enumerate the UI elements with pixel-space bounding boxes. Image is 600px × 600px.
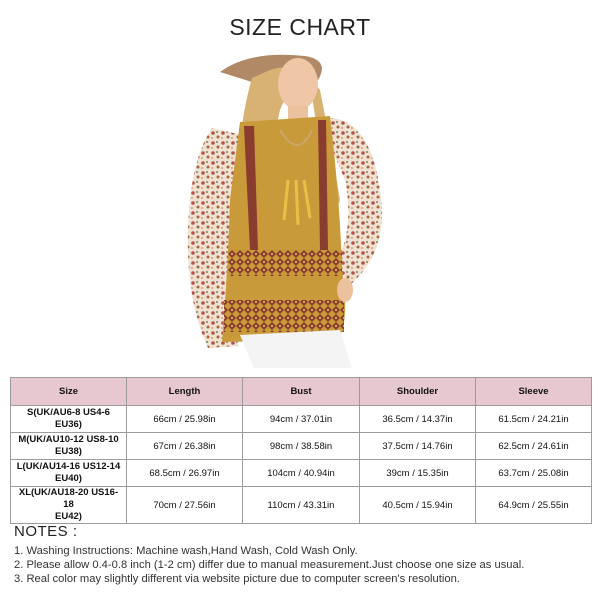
length-cell: 70cm / 27.56in [127,487,243,524]
product-photo [180,50,410,368]
length-cell: 67cm / 26.38in [127,433,243,460]
header-length: Length [127,378,243,406]
note-item: 2. Please allow 0.4-0.8 inch (1-2 cm) differ due to manual measurement.Just choose one size as usual. [14,559,525,571]
size-cell: M(UK/AU10-12 US8-10 EU38) [11,433,127,460]
size-cell: XL(UK/AU18-20 US16-18 EU42) [11,487,127,524]
table-header-row [11,378,592,406]
bust-cell: 98cm / 38.58in [243,433,360,460]
sleeve-cell: 63.7cm / 25.08in [476,460,592,487]
notes-section [14,523,594,586]
table-row [11,433,592,460]
sleeve-cell: 61.5cm / 24.21in [476,406,592,433]
shoulder-cell: 37.5cm / 14.76in [360,433,476,460]
shoulder-cell: 40.5cm / 15.94in [360,487,476,524]
table-row [11,460,592,487]
length-cell: 66cm / 25.98in [127,406,243,433]
sleeve-cell: 64.9cm / 25.55in [476,487,592,524]
length-cell: 68.5cm / 26.97in [127,460,243,487]
header-sleeve: Sleeve [476,378,592,406]
note-item: 1. Washing Instructions: Machine wash,Hand Wash, Cold Wash Only. [14,545,358,557]
bust-cell: 110cm / 43.31in [243,487,360,524]
table-row [11,487,592,524]
size-chart-table [10,377,592,524]
header-bust: Bust [243,378,360,406]
face-shape [278,58,318,110]
page-title: SIZE CHART [229,14,371,40]
table-row [11,406,592,433]
bust-cell: 104cm / 40.94in [243,460,360,487]
note-item: 3. Real color may slightly different via website picture due to computer screen's resolution. [14,573,460,585]
header-shoulder: Shoulder [360,378,476,406]
shorts-shape [240,330,352,368]
sleeve-cell: 62.5cm / 24.61in [476,433,592,460]
bust-cell: 94cm / 37.01in [243,406,360,433]
header-size: Size [11,378,127,406]
shoulder-cell: 36.5cm / 14.37in [360,406,476,433]
size-cell: L(UK/AU14-16 US12-14 EU40) [11,460,127,487]
shoulder-cell: 39cm / 15.35in [360,460,476,487]
notes-title: NOTES : [14,523,78,540]
size-cell: S(UK/AU6-8 US4-6 EU36) [11,406,127,433]
